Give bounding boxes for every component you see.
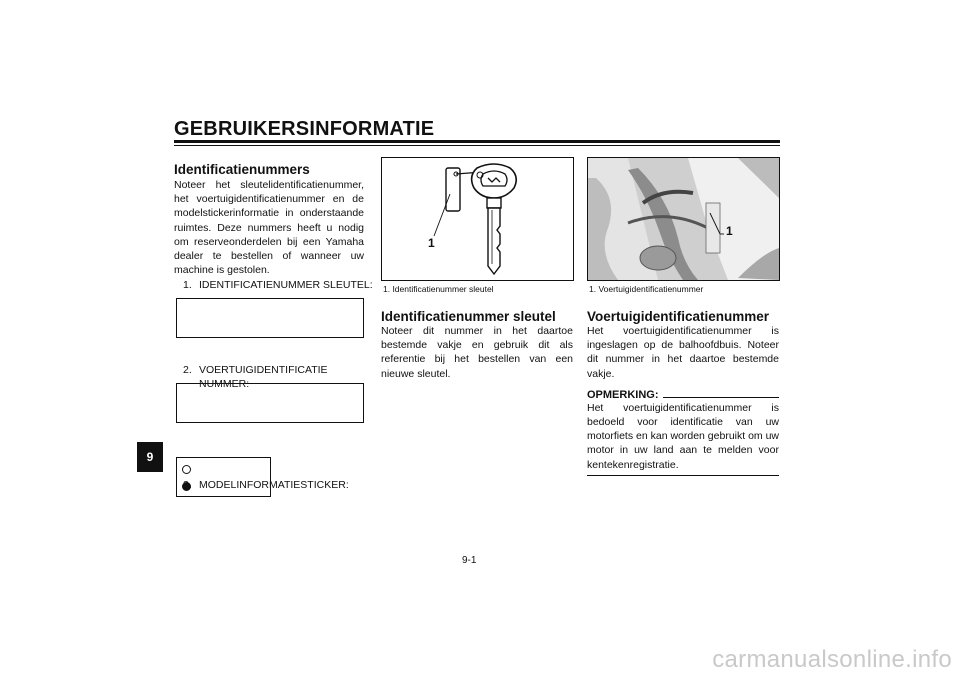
chapter-tab: 9	[137, 442, 163, 472]
list-number: 2.	[183, 364, 192, 377]
key-number-section	[381, 309, 573, 381]
empty-circle-icon	[182, 465, 191, 474]
note-end-rule	[587, 475, 779, 476]
frame-head-pipe-photo	[588, 158, 779, 280]
list-label: VOERTUIGIDENTIFICATIE NUMMER:	[199, 364, 328, 391]
identification-section	[174, 162, 364, 277]
key-figure	[381, 157, 574, 281]
list-label: MODELINFORMATIESTICKER:	[199, 478, 349, 491]
section-intro: Noteer het sleutelidentificatienummer, het voertuigidentificatienummer en de modelstickerinformatie in onderstaande ruimtes. Deze nummers heeft u nodig om reserveonderdelen bij een Yamaha dealer te bestellen of wanneer uw machine is gestolen.	[174, 179, 364, 277]
section-body: Noteer dit nummer in het daartoe bestemde vakje en gebruik dit als referentie bij het bestellen van een nieuwe sleutel.	[381, 325, 573, 380]
note-rule	[663, 397, 780, 398]
section-heading: Voertuigidentificatienummer	[587, 309, 770, 324]
key-illustration	[382, 158, 573, 280]
figure-caption: 1. Identificatienummer sleutel	[383, 284, 494, 294]
figure-callout: 1	[428, 236, 435, 250]
page-number: 9-1	[462, 555, 477, 566]
filled-circle-icon	[182, 482, 191, 491]
list-item-key-number	[174, 278, 389, 292]
note-label: OPMERKING:	[587, 388, 659, 401]
header-rule	[174, 140, 780, 143]
page-title: GEBRUIKERSINFORMATIE	[174, 118, 435, 140]
section-heading: Identificatienummer sleutel	[381, 309, 556, 324]
list-number: 1.	[183, 279, 192, 291]
model-label-entry-box	[176, 457, 271, 497]
note-heading	[587, 389, 779, 401]
section-heading: Identificatienummers	[174, 162, 310, 177]
note-body: Het voertuigidentificatienummer is bedoeld voor identificatie van uw motorfiets en kan worden gebruikt om uw motor in uw land aan te melden voor kentekenregistratie.	[587, 401, 780, 471]
vin-section	[587, 309, 779, 476]
vin-entry-box	[176, 383, 364, 423]
section-body: Het voertuigidentificatienummer is ingeslagen op de balhoofdbuis. Noteer dit nummer in het daartoe bestemde vakje.	[587, 325, 779, 380]
watermark: carmanualsonline.info	[712, 646, 952, 673]
vin-figure	[587, 157, 780, 281]
key-number-entry-box	[176, 298, 364, 338]
header-rule-thin	[174, 145, 780, 146]
list-label: IDENTIFICATIENUMMER SLEUTEL:	[199, 279, 373, 291]
figure-caption: 1. Voertuigidentificatienummer	[589, 284, 704, 294]
figure-callout: 1	[726, 224, 733, 238]
